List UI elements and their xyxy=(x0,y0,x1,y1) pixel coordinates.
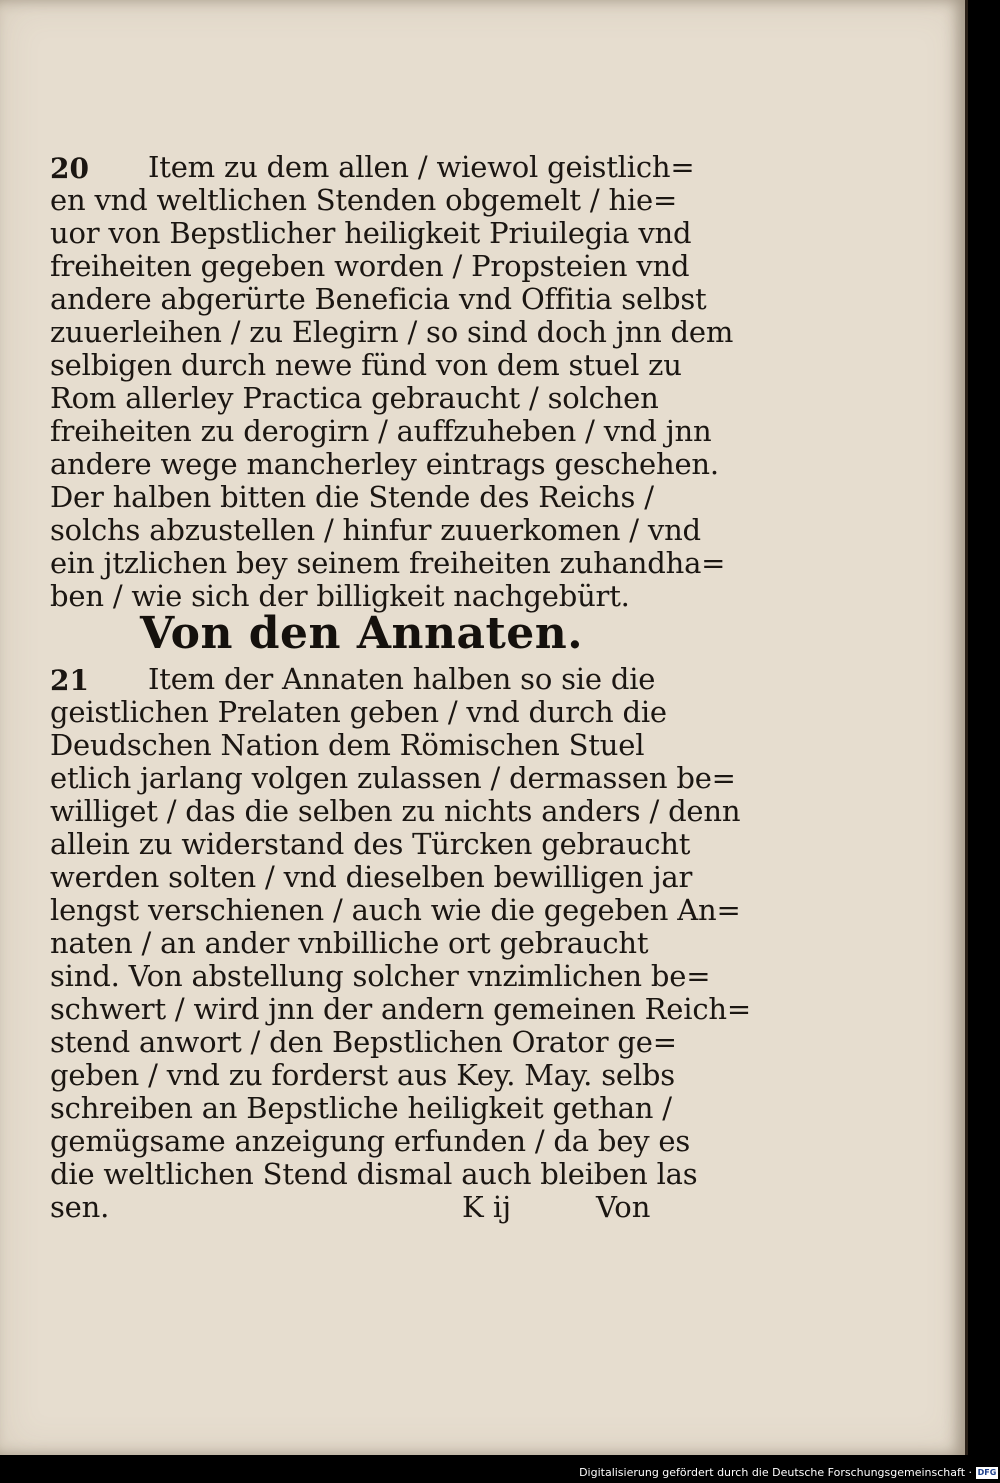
text-line: Rom allerley Practica gebraucht / solchen xyxy=(50,381,659,415)
text-line: Item der Annaten halben so sie die xyxy=(148,662,656,696)
text-line: etlich jarlang volgen zulassen / dermassen be= xyxy=(50,761,736,795)
text-line: williget / das die selben zu nichts anders / denn xyxy=(50,794,741,828)
text-line: freiheiten gegeben worden / Propsteien vnd xyxy=(50,249,690,283)
text-line: geistlichen Prelaten geben / vnd durch die xyxy=(50,695,667,729)
text-line: schreiben an Bepstliche heiligkeit gethan / xyxy=(50,1091,672,1125)
text-line: die weltlichen Stend dismal auch bleiben las xyxy=(50,1157,698,1191)
paragraph-number-20: 20 xyxy=(50,152,89,185)
text-line: werden solten / vnd dieselben bewilligen jar xyxy=(50,860,693,894)
digitization-credit: Digitalisierung gefördert durch die Deutsche Forschungsgemeinschaft · xyxy=(579,1466,972,1479)
section-heading: Von den Annaten. xyxy=(140,608,584,659)
catchword: Von xyxy=(596,1190,651,1224)
dfg-logo: DFG xyxy=(977,1468,997,1477)
text-line: solchs abzustellen / hinfur zuuerkomen / vnd xyxy=(50,513,701,547)
signature-mark: K ij xyxy=(462,1190,512,1224)
text-line: geben / vnd zu forderst aus Key. May. selbs xyxy=(50,1058,675,1092)
text-line: allein zu widerstand des Türcken gebraucht xyxy=(50,827,691,861)
text-line: sen. xyxy=(50,1190,110,1224)
text-line: andere abgerürte Beneficia vnd Offitia selbst xyxy=(50,282,707,316)
text-line: stend anwort / den Bepstlichen Orator ge= xyxy=(50,1025,677,1059)
text-line: Deudschen Nation dem Römischen Stuel xyxy=(50,728,645,762)
text-line: naten / an ander vnbilliche ort gebraucht xyxy=(50,926,649,960)
text-line: Der halben bitten die Stende des Reichs / xyxy=(50,480,654,514)
paragraph-number-21: 21 xyxy=(50,664,89,697)
text-line: zuuerleihen / zu Elegirn / so sind doch jnn dem xyxy=(50,315,734,349)
text-line: ben / wie sich der billigkeit nachgebürt. xyxy=(50,579,630,613)
text-line: sind. Von abstellung solcher vnzimlichen be= xyxy=(50,959,711,993)
text-line: andere wege mancherley eintrags geschehen. xyxy=(50,447,719,481)
text-line: uor von Bepstlicher heiligkeit Priuilegia vnd xyxy=(50,216,692,250)
text-line: selbigen durch newe fünd von dem stuel zu xyxy=(50,348,682,382)
text-line: lengst verschienen / auch wie die gegeben An= xyxy=(50,893,741,927)
text-line: Item zu dem allen / wiewol geistlich= xyxy=(148,150,695,184)
text-line: freiheiten zu derogirn / auffzuheben / vnd jnn xyxy=(50,414,712,448)
text-line: schwert / wird jnn der andern gemeinen Reich= xyxy=(50,992,751,1026)
text-line: gemügsame anzeigung erfunden / da bey es xyxy=(50,1124,691,1158)
text-line: ein jtzlichen bey seinem freiheiten zuhandha= xyxy=(50,546,726,580)
text-line: en vnd weltlichen Stenden obgemelt / hie= xyxy=(50,183,678,217)
